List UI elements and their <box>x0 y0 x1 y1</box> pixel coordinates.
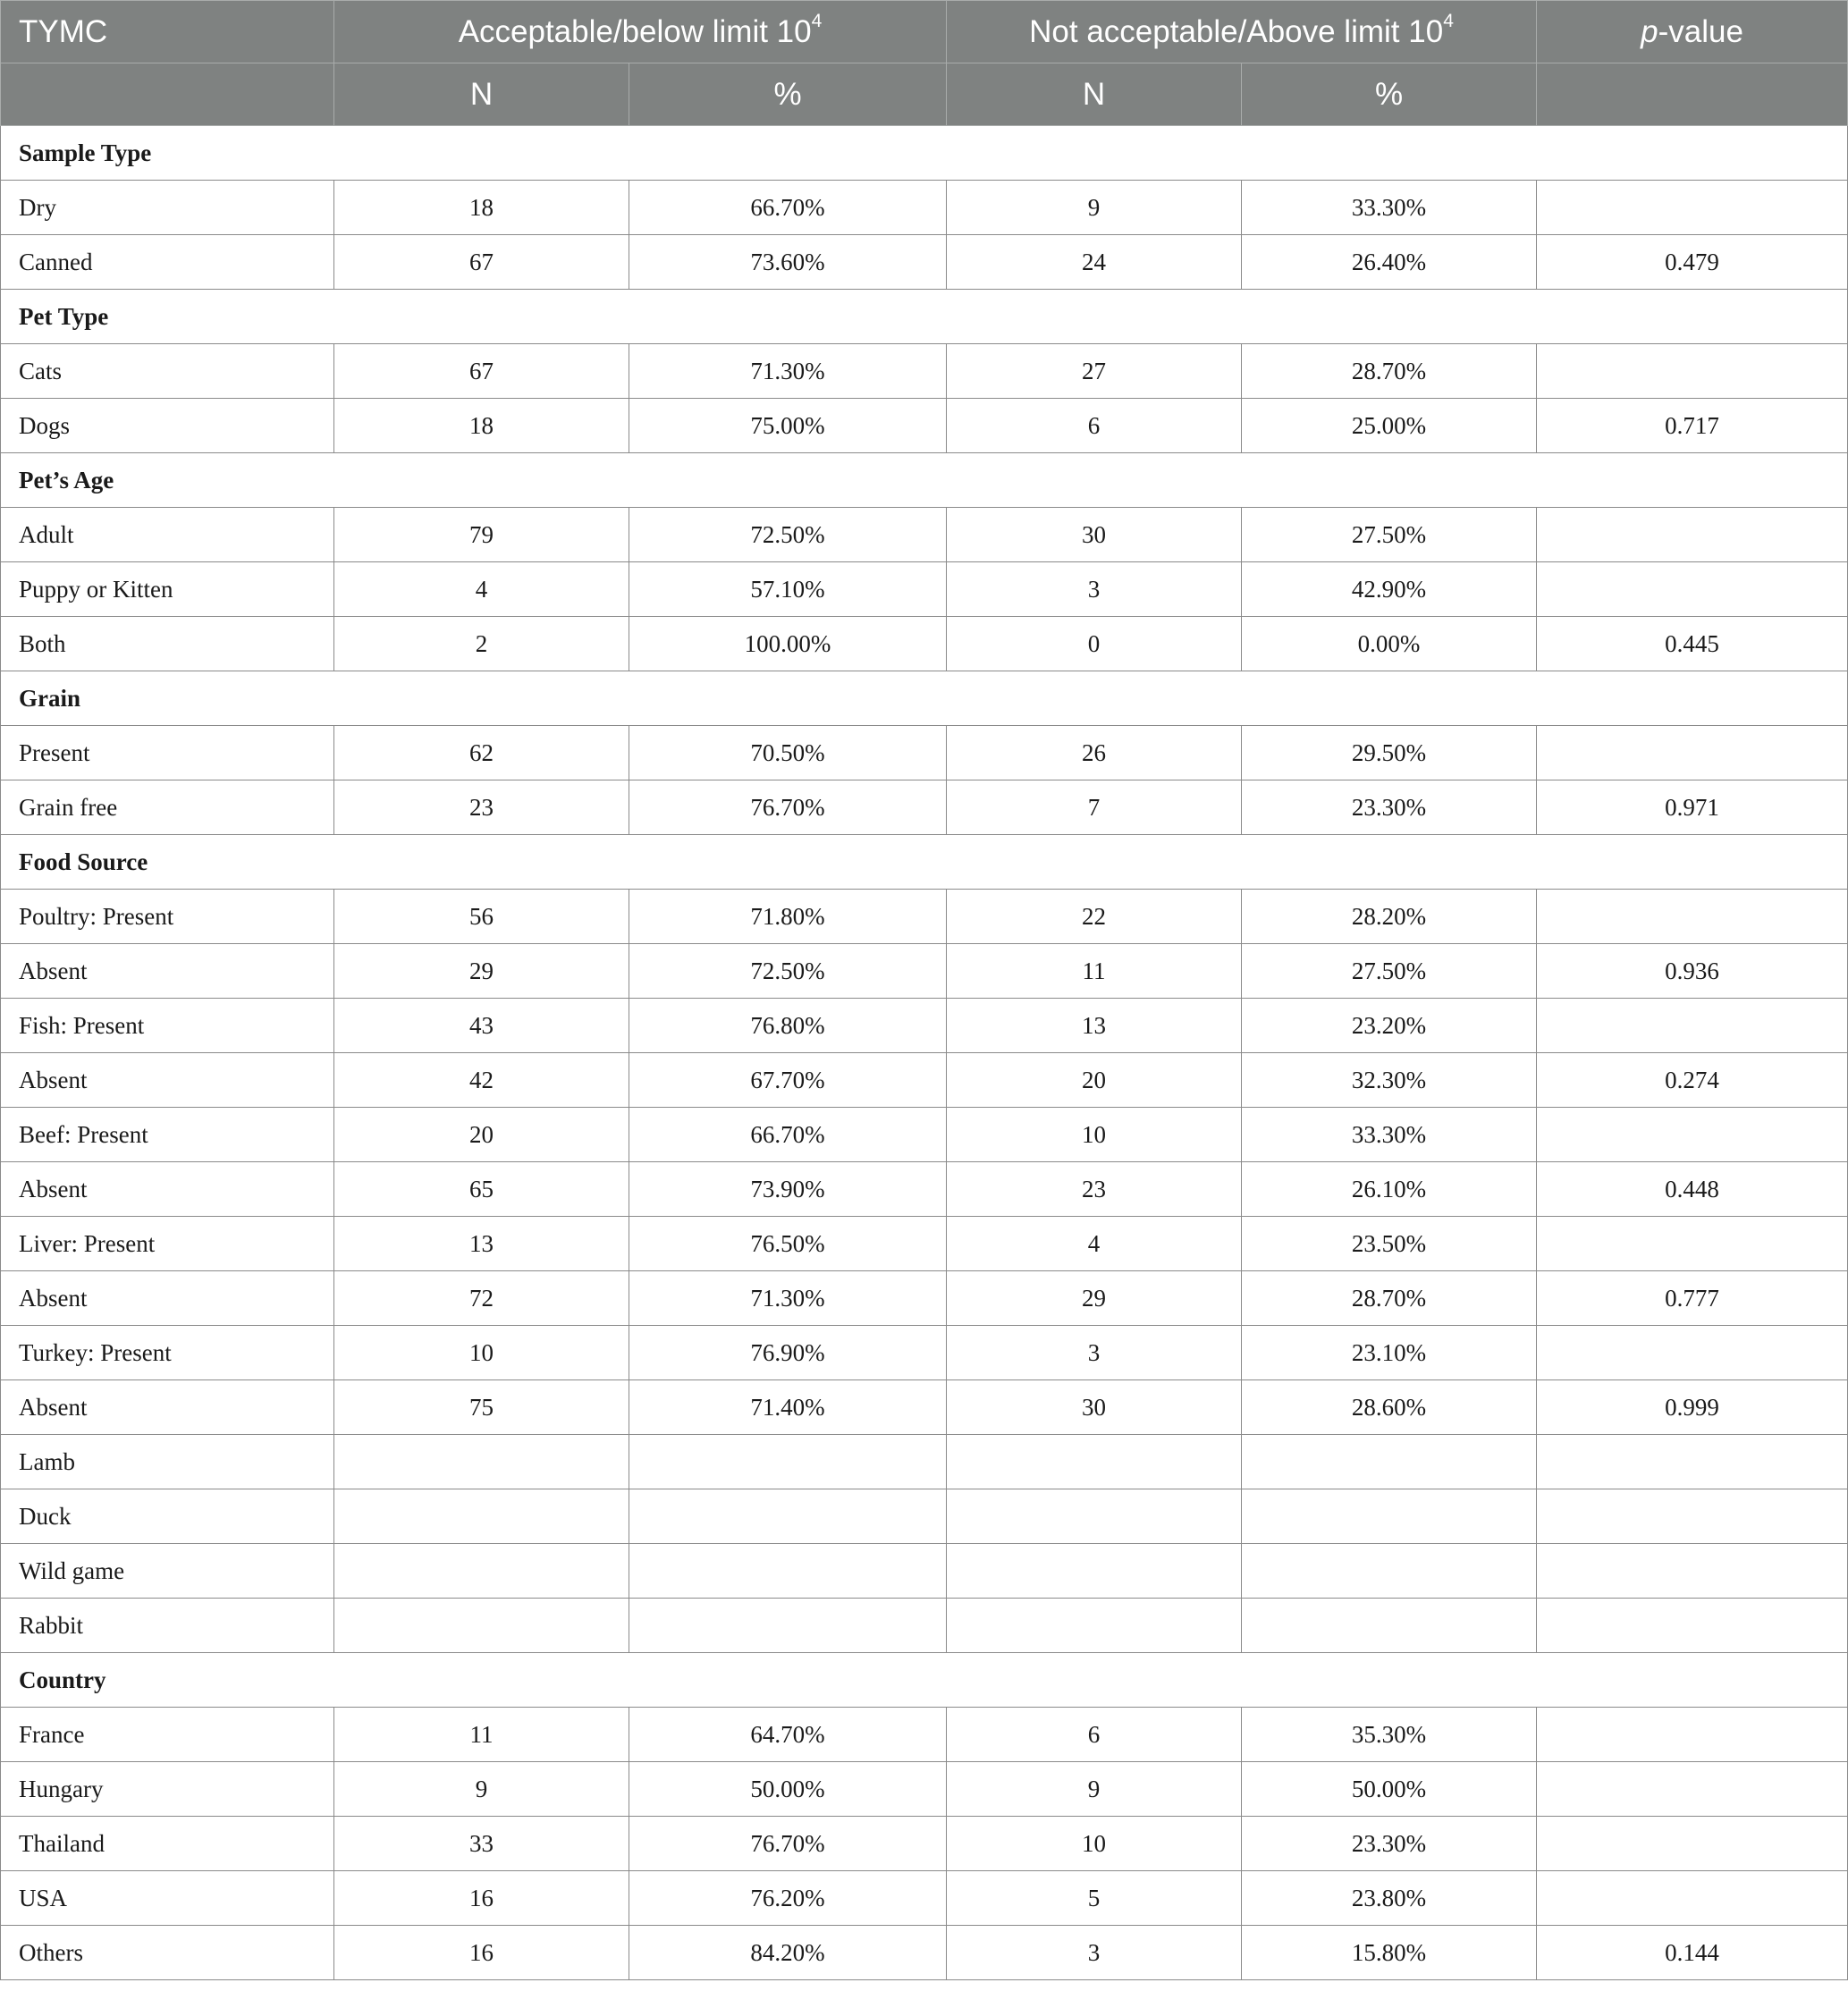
header-acceptable-label: Acceptable/below limit 10 <box>458 13 812 49</box>
cell-n-not-acceptable: 26 <box>947 726 1242 780</box>
table-row <box>1 344 1848 399</box>
cell-pct-not-acceptable: 28.70% <box>1242 1271 1537 1326</box>
cell-p-value <box>1537 1762 1848 1817</box>
cell-n-not-acceptable: 23 <box>947 1162 1242 1217</box>
cell-n-not-acceptable: 5 <box>947 1871 1242 1926</box>
cell-n-acceptable <box>334 1599 629 1653</box>
cell-pct-acceptable: 72.50% <box>629 944 947 999</box>
row-label: Cats <box>1 344 334 399</box>
cell-p-value: 0.936 <box>1537 944 1848 999</box>
row-label: Both <box>1 617 334 671</box>
cell-n-not-acceptable: 9 <box>947 181 1242 235</box>
cell-n-not-acceptable: 13 <box>947 999 1242 1053</box>
table-row <box>1 181 1848 235</box>
cell-n-acceptable: 67 <box>334 235 629 290</box>
cell-pct-not-acceptable: 29.50% <box>1242 726 1537 780</box>
cell-n-acceptable: 72 <box>334 1271 629 1326</box>
cell-pct-acceptable: 71.40% <box>629 1380 947 1435</box>
row-label: Poultry: Present <box>1 890 334 944</box>
cell-p-value: 0.717 <box>1537 399 1848 453</box>
row-label: Others <box>1 1926 334 1980</box>
cell-pct-not-acceptable <box>1242 1435 1537 1489</box>
cell-p-value <box>1537 1108 1848 1162</box>
cell-p-value: 0.971 <box>1537 780 1848 835</box>
cell-n-not-acceptable: 4 <box>947 1217 1242 1271</box>
row-label: Canned <box>1 235 334 290</box>
table-row <box>1 508 1848 562</box>
cell-n-not-acceptable: 29 <box>947 1271 1242 1326</box>
cell-n-not-acceptable: 20 <box>947 1053 1242 1108</box>
cell-p-value: 0.144 <box>1537 1926 1848 1980</box>
row-label: Absent <box>1 1271 334 1326</box>
table-row <box>1 1544 1848 1599</box>
cell-p-value <box>1537 1817 1848 1871</box>
cell-pct-acceptable: 64.70% <box>629 1708 947 1762</box>
cell-pct-not-acceptable: 25.00% <box>1242 399 1537 453</box>
cell-pct-not-acceptable: 28.70% <box>1242 344 1537 399</box>
cell-pct-acceptable: 76.80% <box>629 999 947 1053</box>
cell-p-value <box>1537 1708 1848 1762</box>
cell-pct-acceptable: 66.70% <box>629 1108 947 1162</box>
cell-n-not-acceptable: 30 <box>947 508 1242 562</box>
cell-n-acceptable: 16 <box>334 1926 629 1980</box>
cell-n-not-acceptable <box>947 1435 1242 1489</box>
section-row <box>1 453 1848 508</box>
header-not-acceptable-label: Not acceptable/Above limit 10 <box>1029 13 1444 49</box>
table-row <box>1 1708 1848 1762</box>
cell-p-value <box>1537 508 1848 562</box>
row-label: Absent <box>1 1380 334 1435</box>
table-row <box>1 1599 1848 1653</box>
row-label: Hungary <box>1 1762 334 1817</box>
cell-p-value <box>1537 1489 1848 1544</box>
cell-pct-acceptable: 66.70% <box>629 181 947 235</box>
cell-n-not-acceptable: 7 <box>947 780 1242 835</box>
section-label: Grain <box>1 671 1848 726</box>
cell-p-value: 0.777 <box>1537 1271 1848 1326</box>
table-row <box>1 1271 1848 1326</box>
section-label: Pet Type <box>1 290 1848 344</box>
header-sub-empty <box>1 63 334 126</box>
header-sub-pct-acceptable: % <box>629 63 947 126</box>
table-header <box>1 1 1848 126</box>
section-label: Pet’s Age <box>1 453 1848 508</box>
header-acceptable-exponent: 4 <box>811 10 823 31</box>
cell-n-acceptable: 2 <box>334 617 629 671</box>
cell-pct-not-acceptable: 23.30% <box>1242 1817 1537 1871</box>
header-p-value-p: p <box>1641 13 1658 49</box>
row-label: Beef: Present <box>1 1108 334 1162</box>
cell-n-not-acceptable: 0 <box>947 617 1242 671</box>
cell-pct-acceptable: 76.20% <box>629 1871 947 1926</box>
section-label: Sample Type <box>1 126 1848 181</box>
cell-n-not-acceptable: 10 <box>947 1817 1242 1871</box>
cell-n-acceptable: 56 <box>334 890 629 944</box>
cell-pct-not-acceptable: 23.30% <box>1242 780 1537 835</box>
table-row <box>1 999 1848 1053</box>
header-acceptable <box>334 1 947 63</box>
cell-pct-not-acceptable: 33.30% <box>1242 181 1537 235</box>
cell-p-value <box>1537 562 1848 617</box>
cell-p-value <box>1537 1599 1848 1653</box>
cell-p-value: 0.448 <box>1537 1162 1848 1217</box>
section-label: Country <box>1 1653 1848 1708</box>
table-row <box>1 1435 1848 1489</box>
cell-p-value: 0.999 <box>1537 1380 1848 1435</box>
cell-n-not-acceptable: 27 <box>947 344 1242 399</box>
table-row <box>1 780 1848 835</box>
cell-pct-acceptable: 73.60% <box>629 235 947 290</box>
cell-pct-acceptable: 84.20% <box>629 1926 947 1980</box>
table-row <box>1 726 1848 780</box>
row-label: Turkey: Present <box>1 1326 334 1380</box>
cell-pct-acceptable: 100.00% <box>629 617 947 671</box>
cell-n-acceptable: 62 <box>334 726 629 780</box>
cell-p-value <box>1537 181 1848 235</box>
cell-p-value: 0.274 <box>1537 1053 1848 1108</box>
row-label: Fish: Present <box>1 999 334 1053</box>
table-row <box>1 399 1848 453</box>
cell-pct-acceptable: 70.50% <box>629 726 947 780</box>
cell-n-acceptable <box>334 1489 629 1544</box>
cell-n-acceptable: 29 <box>334 944 629 999</box>
cell-pct-acceptable: 76.70% <box>629 1817 947 1871</box>
section-row <box>1 671 1848 726</box>
table-row <box>1 235 1848 290</box>
cell-n-acceptable: 18 <box>334 399 629 453</box>
row-label: Duck <box>1 1489 334 1544</box>
cell-pct-not-acceptable: 23.10% <box>1242 1326 1537 1380</box>
cell-pct-not-acceptable: 0.00% <box>1242 617 1537 671</box>
row-label: Liver: Present <box>1 1217 334 1271</box>
section-label: Food Source <box>1 835 1848 890</box>
cell-pct-not-acceptable: 42.90% <box>1242 562 1537 617</box>
cell-p-value <box>1537 1326 1848 1380</box>
table-row <box>1 1489 1848 1544</box>
table-row <box>1 1871 1848 1926</box>
cell-pct-acceptable: 57.10% <box>629 562 947 617</box>
row-label: Dogs <box>1 399 334 453</box>
cell-n-not-acceptable <box>947 1489 1242 1544</box>
section-row <box>1 126 1848 181</box>
table-row <box>1 1926 1848 1980</box>
cell-pct-not-acceptable: 23.20% <box>1242 999 1537 1053</box>
cell-p-value <box>1537 1544 1848 1599</box>
cell-pct-not-acceptable <box>1242 1599 1537 1653</box>
cell-n-acceptable: 23 <box>334 780 629 835</box>
cell-n-not-acceptable: 3 <box>947 562 1242 617</box>
cell-pct-not-acceptable: 33.30% <box>1242 1108 1537 1162</box>
row-label: Puppy or Kitten <box>1 562 334 617</box>
row-label: Grain free <box>1 780 334 835</box>
cell-n-acceptable: 79 <box>334 508 629 562</box>
cell-p-value <box>1537 1435 1848 1489</box>
cell-pct-acceptable <box>629 1489 947 1544</box>
table-row <box>1 562 1848 617</box>
cell-n-acceptable: 16 <box>334 1871 629 1926</box>
cell-p-value: 0.479 <box>1537 235 1848 290</box>
cell-n-acceptable: 20 <box>334 1108 629 1162</box>
row-label: Absent <box>1 1053 334 1108</box>
cell-pct-acceptable: 75.00% <box>629 399 947 453</box>
header-sub-n-acceptable: N <box>334 63 629 126</box>
header-not-acceptable <box>947 1 1537 63</box>
header-tymc: TYMC <box>1 1 334 63</box>
cell-n-acceptable: 13 <box>334 1217 629 1271</box>
cell-pct-acceptable: 71.80% <box>629 890 947 944</box>
row-label: Thailand <box>1 1817 334 1871</box>
cell-n-acceptable: 18 <box>334 181 629 235</box>
table-row <box>1 1217 1848 1271</box>
cell-pct-not-acceptable: 35.30% <box>1242 1708 1537 1762</box>
cell-n-not-acceptable: 22 <box>947 890 1242 944</box>
row-label: Lamb <box>1 1435 334 1489</box>
section-row <box>1 290 1848 344</box>
cell-pct-not-acceptable: 28.20% <box>1242 890 1537 944</box>
cell-p-value: 0.445 <box>1537 617 1848 671</box>
cell-pct-acceptable <box>629 1599 947 1653</box>
cell-pct-not-acceptable: 26.10% <box>1242 1162 1537 1217</box>
cell-p-value <box>1537 999 1848 1053</box>
table-row <box>1 1326 1848 1380</box>
table-row <box>1 944 1848 999</box>
cell-pct-acceptable <box>629 1435 947 1489</box>
cell-n-acceptable <box>334 1435 629 1489</box>
cell-pct-acceptable: 76.90% <box>629 1326 947 1380</box>
cell-n-acceptable: 9 <box>334 1762 629 1817</box>
cell-pct-acceptable: 67.70% <box>629 1053 947 1108</box>
table-row <box>1 890 1848 944</box>
row-label: Dry <box>1 181 334 235</box>
header-sub-n-not-acceptable: N <box>947 63 1242 126</box>
cell-pct-not-acceptable: 23.50% <box>1242 1217 1537 1271</box>
table-row <box>1 1162 1848 1217</box>
cell-n-not-acceptable: 6 <box>947 1708 1242 1762</box>
cell-p-value <box>1537 344 1848 399</box>
cell-n-not-acceptable: 3 <box>947 1926 1242 1980</box>
cell-pct-acceptable: 71.30% <box>629 1271 947 1326</box>
header-sub-pct-not-acceptable: % <box>1242 63 1537 126</box>
table-row <box>1 617 1848 671</box>
cell-pct-acceptable: 73.90% <box>629 1162 947 1217</box>
cell-pct-not-acceptable: 27.50% <box>1242 944 1537 999</box>
cell-n-not-acceptable: 11 <box>947 944 1242 999</box>
table-row <box>1 1053 1848 1108</box>
cell-n-acceptable: 67 <box>334 344 629 399</box>
header-not-acceptable-exponent: 4 <box>1443 10 1454 31</box>
section-row <box>1 835 1848 890</box>
cell-pct-acceptable: 76.70% <box>629 780 947 835</box>
cell-n-acceptable <box>334 1544 629 1599</box>
table-row <box>1 1762 1848 1817</box>
cell-n-not-acceptable: 9 <box>947 1762 1242 1817</box>
cell-n-acceptable: 4 <box>334 562 629 617</box>
row-label: USA <box>1 1871 334 1926</box>
cell-pct-not-acceptable: 23.80% <box>1242 1871 1537 1926</box>
cell-pct-acceptable <box>629 1544 947 1599</box>
cell-pct-not-acceptable: 50.00% <box>1242 1762 1537 1817</box>
header-row-main <box>1 1 1848 63</box>
cell-n-acceptable: 10 <box>334 1326 629 1380</box>
cell-pct-not-acceptable: 27.50% <box>1242 508 1537 562</box>
cell-n-acceptable: 65 <box>334 1162 629 1217</box>
cell-p-value <box>1537 890 1848 944</box>
header-p-value-rest: -value <box>1658 13 1743 49</box>
cell-p-value <box>1537 726 1848 780</box>
table-row <box>1 1817 1848 1871</box>
cell-n-acceptable: 43 <box>334 999 629 1053</box>
cell-p-value <box>1537 1217 1848 1271</box>
cell-pct-acceptable: 72.50% <box>629 508 947 562</box>
row-label: Wild game <box>1 1544 334 1599</box>
cell-n-acceptable: 42 <box>334 1053 629 1108</box>
cell-n-not-acceptable: 10 <box>947 1108 1242 1162</box>
table-row <box>1 1108 1848 1162</box>
cell-pct-not-acceptable: 32.30% <box>1242 1053 1537 1108</box>
table-body <box>1 126 1848 1980</box>
header-p-value <box>1537 1 1848 63</box>
row-label: Absent <box>1 1162 334 1217</box>
cell-pct-acceptable: 76.50% <box>629 1217 947 1271</box>
row-label: Present <box>1 726 334 780</box>
cell-pct-not-acceptable <box>1242 1489 1537 1544</box>
cell-n-not-acceptable <box>947 1544 1242 1599</box>
row-label: France <box>1 1708 334 1762</box>
header-sub-p-empty <box>1537 63 1848 126</box>
row-label: Rabbit <box>1 1599 334 1653</box>
row-label: Adult <box>1 508 334 562</box>
cell-n-acceptable: 75 <box>334 1380 629 1435</box>
cell-pct-not-acceptable: 15.80% <box>1242 1926 1537 1980</box>
cell-n-not-acceptable: 30 <box>947 1380 1242 1435</box>
cell-n-not-acceptable: 6 <box>947 399 1242 453</box>
cell-n-not-acceptable: 3 <box>947 1326 1242 1380</box>
header-row-sub <box>1 63 1848 126</box>
cell-n-acceptable: 33 <box>334 1817 629 1871</box>
cell-pct-not-acceptable <box>1242 1544 1537 1599</box>
cell-pct-not-acceptable: 28.60% <box>1242 1380 1537 1435</box>
section-row <box>1 1653 1848 1708</box>
cell-n-not-acceptable: 24 <box>947 235 1242 290</box>
table-row <box>1 1380 1848 1435</box>
cell-pct-acceptable: 71.30% <box>629 344 947 399</box>
cell-pct-acceptable: 50.00% <box>629 1762 947 1817</box>
cell-p-value <box>1537 1871 1848 1926</box>
row-label: Absent <box>1 944 334 999</box>
cell-n-acceptable: 11 <box>334 1708 629 1762</box>
cell-pct-not-acceptable: 26.40% <box>1242 235 1537 290</box>
cell-n-not-acceptable <box>947 1599 1242 1653</box>
